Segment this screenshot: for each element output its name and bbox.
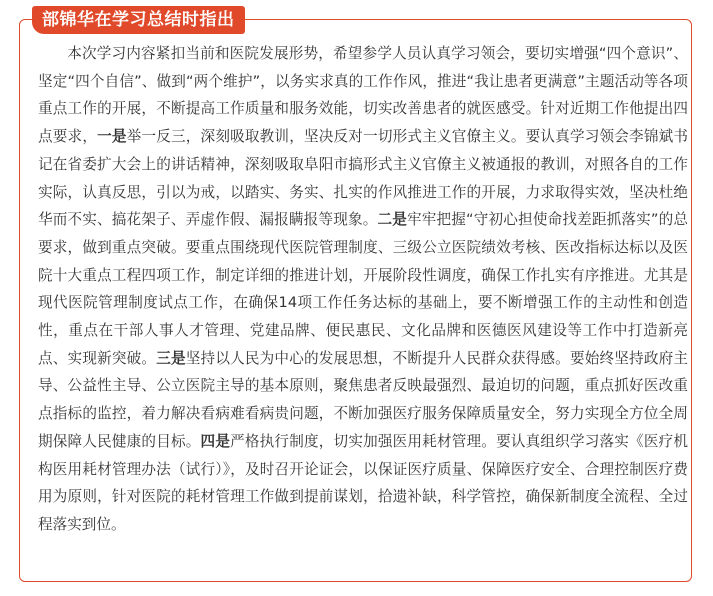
- section-title-tag: [32, 6, 245, 34]
- paragraph-text: 举一反三，深刻吸取教训，坚决反对一切形式主义官僚主义。要认真学习领会李锦斌书记在省委扩大会上的讲话精神，深刻吸取阜阳市搞形式主义官僚主义被通报的教训，对照各自的工作实际，认真反思，引以为戒，以踏实、务实、扎实的作风推进工作的开展，力求取得实效，坚决杜绝华而不实、搞花架子、弄虚作假、漏报瞒报等现象。: [38, 128, 688, 229]
- paragraph-text: 牢牢把握“守初心担使命找差距抓落实”的总要求，做到重点突破。要重点围绕现代医院管理制度、三级公立医院绩效考核、医改指标达标以及医院十大重点工程四项工作，制定详细的推进计划，开展阶段性调度，确保工作扎实有序推进。尤其是现代医院管理制度试点工作，在确保14项工作任务达标的基础上，要不断增强工作的主动性和创造性，重点在干部人事人才管理、党建品牌、便民惠民、文化品牌和医德医风建设等工作中打造新亮点、实现新突破。: [38, 211, 688, 367]
- point-two-label: 二是: [377, 211, 408, 229]
- point-three-label: 三是: [156, 349, 186, 367]
- point-four-label: 四是: [200, 432, 231, 450]
- article-paragraph: [38, 40, 688, 539]
- paragraph-text: 严格执行制度，切实加强医用耗材管理。要认真组织学习落实《医疗机构医用耗材管理办法（试行）》，及时召开论证会，以保证医疗质量、保障医疗安全、合理控制医疗费用为原则，针对医院的耗材管理工作做到提前谋划，拾遗补缺，科学管控，确保新制度全流程、全过程落实到位。: [38, 432, 688, 533]
- point-one-label: 一是: [97, 128, 127, 146]
- paragraph-text: 本次学习内容紧扣当前和医院发展形势，希望参学人员认真学习领会，要切实增强“四个意识”、坚定“四个自信”、做到“两个维护”，以务实求真的工作作风，推进“我让患者更满意”主题活动等各项重点工作的开展，不断提高工作质量和服务效能，切实改善患者的就医感受。针对近期工作他提出四点要求，: [38, 45, 688, 146]
- paragraph-text: 坚持以人民为中心的发展思想，不断提升人民群众获得感。要始终坚持政府主导、公益性主导、公立医院主导的基本原则，聚焦患者反映最强烈、最迫切的问题，重点抓好医改重点指标的监控，着力解决看病难看病贵问题，不断加强医疗服务保障质量安全，努力实现全方位全周期保障人民健康的目标。: [38, 349, 688, 450]
- section-title: 部锦华在学习总结时指出: [42, 10, 235, 30]
